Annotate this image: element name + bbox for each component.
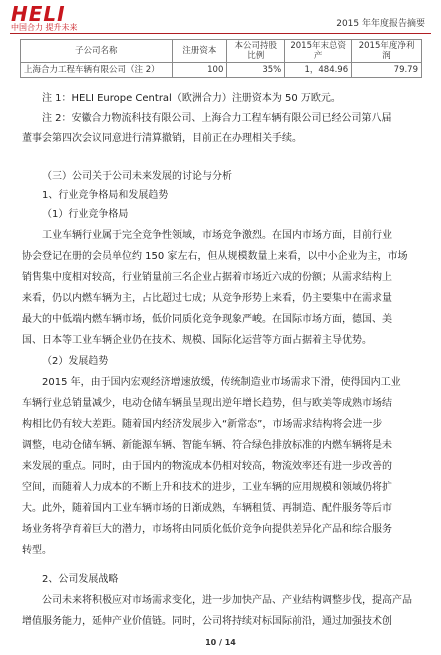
table-cell: 35% bbox=[227, 63, 285, 78]
page-header bbox=[0, 0, 441, 34]
paragraph-line: 公司未来将积极应对市场需求变化，进一步加快产品、产业结构调整步伐，提高产品 bbox=[42, 595, 412, 606]
paragraph-line: 调整，电动仓储车辆、新能源车辆、智能车辆、符合绿色排放标准的内燃车辆将是未 bbox=[22, 440, 392, 451]
table-cell: 上海合力工程车辆有限公司（注 2） bbox=[21, 63, 173, 78]
paragraph-line: 工业车辆行业属于完全竞争性领域，市场竞争激烈。在国内市场方面，目前行业 bbox=[42, 230, 392, 241]
paragraph-line: 增值服务能力，延伸产业价值链。同时，公司将持续对标国际前沿，通过加强技术创 bbox=[22, 616, 392, 627]
subsection-heading: （2）发展趋势 bbox=[42, 356, 109, 367]
paragraph-line: 国、日本等工业车辆企业仍在技术、规模、国际化运营等方面占据着主导优势。 bbox=[22, 335, 372, 346]
table-header-cell: 注册资本 bbox=[172, 40, 227, 63]
subsidiary-table bbox=[20, 39, 422, 78]
note-1: 注 1：HELI Europe Central（欧洲合力）注册资本为 50 万欧元。 bbox=[42, 93, 341, 104]
paragraph-line: 来发展的重点。同时，由于国内的物流成本仍相对较高，物流效率还有进一步改善的 bbox=[22, 461, 392, 472]
paragraph-line: 销售集中度相对较高，行业销量前三名企业占据着市场近六成的份额；从需求结构上 bbox=[22, 272, 392, 283]
section-heading: （三）公司关于公司未来发展的讨论与分析 bbox=[42, 171, 232, 182]
report-title: 2015 年年度报告摘要 bbox=[336, 19, 425, 29]
subsection-heading: （1）行业竞争格局 bbox=[42, 209, 129, 220]
paragraph-line: 场业务将孕育着巨大的潜力，市场将由同质化低价竞争向提供差异化产品和综合服务 bbox=[22, 524, 392, 535]
paragraph-line: 空间，而随着人力成本的不断上升和技术的进步，工业车辆的应用规模和领域仍将扩 bbox=[22, 482, 392, 493]
table-cell: 79.79 bbox=[352, 63, 422, 78]
table-cell: 1，484.96 bbox=[285, 63, 352, 78]
paragraph-line: 车辆行业总销量减少，电动仓储车辆虽呈现出逆年增长趋势，但与欧美等成熟市场结 bbox=[22, 398, 392, 409]
paragraph-line: 构相比仍有较大差距。随着国内经济发展步入“新常态”，市场需求结构将会进一步 bbox=[22, 419, 383, 430]
paragraph-line: 协会登记在册的会员单位约 150 家左右，但从规模数量上来看，以中小企业为主，市场 bbox=[22, 251, 408, 262]
paragraph-line: 大。此外，随着国内工业车辆市场的日渐成熟，车辆租赁、再制造、配件服务等后市 bbox=[22, 503, 392, 514]
page-number: 10 / 14 bbox=[205, 638, 236, 647]
company-slogan: 中国合力 提升未来 bbox=[11, 23, 78, 32]
paragraph-line: 转型。 bbox=[22, 545, 52, 556]
paragraph-line: 最大的中低端内燃车辆市场，低价同质化竞争现象严峻。在国际市场方面，德国、美 bbox=[22, 314, 392, 325]
table-header-row bbox=[21, 40, 422, 63]
header-divider bbox=[10, 33, 431, 34]
note-2: 注 2：安徽合力物流科技有限公司、上海合力工程车辆有限公司已经公司第八届 bbox=[42, 113, 392, 124]
table-cell: 100 bbox=[172, 63, 227, 78]
table-header-cell: 本公司持股比例 bbox=[227, 40, 285, 63]
table-header-cell: 子公司名称 bbox=[21, 40, 173, 63]
table-row bbox=[21, 63, 422, 78]
subsection-heading: 2、公司发展战略 bbox=[42, 574, 119, 585]
heli-logo: HELI bbox=[11, 2, 66, 26]
table-header-cell: 2015年度净利润 bbox=[352, 40, 422, 63]
note-2-continued: 董事会第四次会议同意进行清算撤销，目前正在办理相关手续。 bbox=[22, 133, 302, 144]
table-header-cell: 2015年末总资产 bbox=[285, 40, 352, 63]
subsection-heading: 1、行业竞争格局和发展趋势 bbox=[42, 190, 169, 201]
paragraph-line: 来看，仍以内燃车辆为主，占比超过七成；从竞争形势上来看，仍主要集中在需求量 bbox=[22, 293, 392, 304]
paragraph-line: 2015 年，由于国内宏观经济增速放缓，传统制造业市场需求下滑，使得国内工业 bbox=[42, 377, 401, 388]
